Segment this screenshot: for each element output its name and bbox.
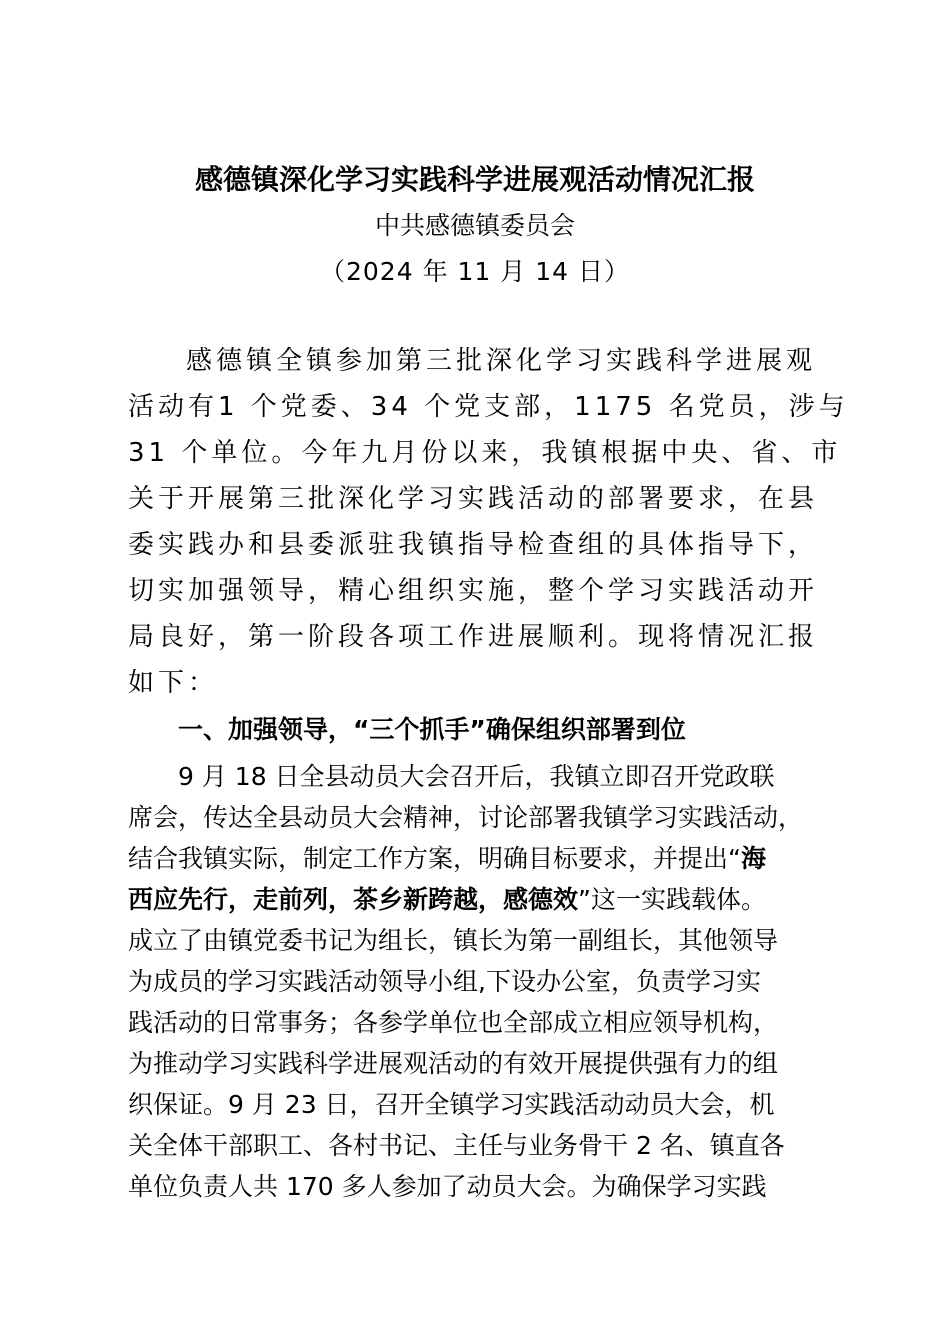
paragraph-line: 为推动学习实践科学进展观活动的有效开展提供强有力的组 bbox=[128, 1049, 779, 1078]
paragraph-line bbox=[128, 879, 840, 920]
section-heading: 一、加强领导，“三个抓手”确保组织部署到位 bbox=[178, 715, 686, 744]
paragraph-line: 局良好，第一阶段各项工作进展顺利。现将情况汇报 bbox=[128, 622, 819, 652]
paragraph-line: 切实加强领导，精心组织实施，整个学习实践活动开 bbox=[128, 576, 819, 606]
paragraph-line: 感德镇全镇参加第三批深化学习实践科学进展观 bbox=[186, 346, 817, 376]
document-date: （2024 年 11 月 14 日） bbox=[320, 257, 630, 286]
issuing-organization: 中共感德镇委员会 bbox=[374, 211, 575, 240]
paragraph-line: 委实践办和县委派驻我镇指导检查组的具体指导下， bbox=[128, 530, 819, 560]
paragraph-line: 9 月 18 日全县动员大会召开后，我镇立即召开党政联 bbox=[178, 762, 775, 791]
paragraph-line bbox=[128, 838, 840, 879]
paragraph-line: 关全体干部职工、各村书记、主任与业务骨干 2 名、镇直各 bbox=[128, 1131, 785, 1160]
intro-paragraph bbox=[128, 338, 849, 706]
paragraph-line: 关于开展第三批深化学习实践活动的部署要求，在县 bbox=[128, 484, 819, 514]
line-text: 结合我镇实际，制定工作方案，明确目标要求，并提出“ bbox=[128, 844, 741, 873]
emphasis-text: 海 bbox=[740, 844, 766, 873]
paragraph-line: 单位负责人共 170 多人参加了动员大会。为确保学习实践 bbox=[128, 1172, 767, 1201]
paragraph-line: 践活动的日常事务；各参学单位也全部成立相应领导机构， bbox=[128, 1008, 779, 1037]
paragraph-line: 如下： bbox=[128, 668, 219, 698]
paragraph-line: 31 个单位。今年九月份以来，我镇根据中央、省、市 bbox=[128, 438, 842, 468]
emphasis-text: 西应先行，走前列，茶乡新跨越，感德效 bbox=[128, 885, 579, 914]
paragraph-line: 成立了由镇党委书记为组长，镇长为第一副组长，其他领导 bbox=[128, 926, 779, 955]
paragraph-line: 活动有1 个党委、34 个党支部，1175 名党员，涉与 bbox=[128, 392, 849, 422]
paragraph-line: 织保证。9 月 23 日，召开全镇学习实践活动动员大会，机 bbox=[128, 1090, 775, 1119]
paragraph-line: 席会，传达全县动员大会精神，讨论部署我镇学习实践活动， bbox=[128, 803, 804, 832]
section-body-paragraph bbox=[128, 756, 840, 1207]
paragraph-line: 为成员的学习实践活动领导小组,下设办公室，负责学习实 bbox=[128, 967, 761, 996]
line-text: ”这一实践载体。 bbox=[578, 885, 766, 914]
document-title: 感德镇深化学习实践科学进展观活动情况汇报 bbox=[194, 163, 755, 196]
